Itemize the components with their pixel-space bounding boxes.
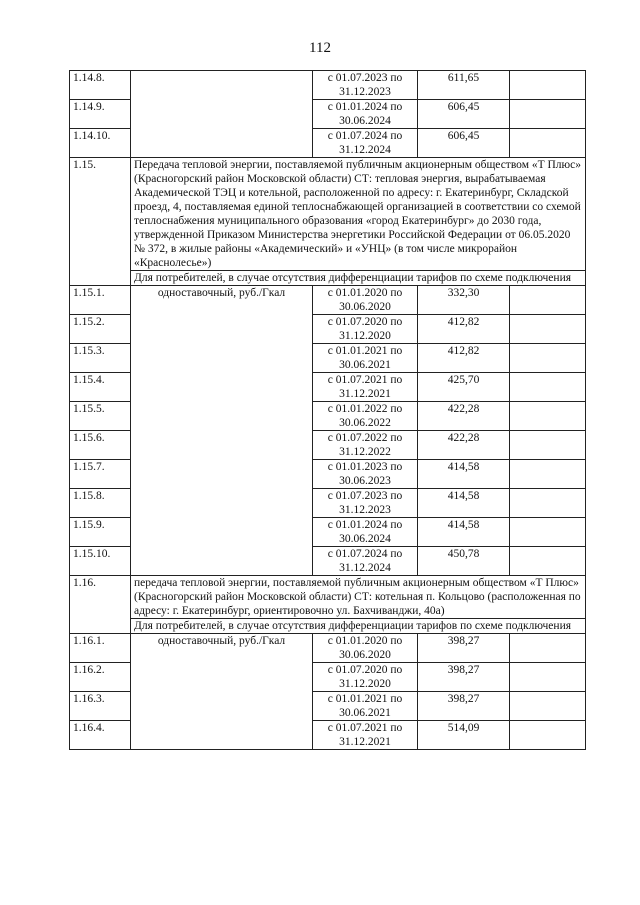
tariff-value: 412,82 xyxy=(418,315,510,344)
period-from: с 01.01.2020 по xyxy=(327,635,403,647)
period-to: 30.06.2021 xyxy=(339,707,391,719)
empty-cell xyxy=(510,721,586,750)
period-from: с 01.01.2022 по xyxy=(327,403,403,415)
period-cell xyxy=(313,129,418,158)
period-from: с 01.01.2024 по xyxy=(327,519,403,531)
section-number: 1.15. xyxy=(70,158,131,286)
period-to: 30.06.2020 xyxy=(339,301,391,313)
period-from: с 01.07.2023 по xyxy=(327,72,403,84)
empty-cell xyxy=(510,547,586,576)
empty-cell xyxy=(510,100,586,129)
row-number: 1.16.1. xyxy=(70,634,131,663)
row-number: 1.15.5. xyxy=(70,402,131,431)
empty-cell xyxy=(510,315,586,344)
period-cell xyxy=(313,518,418,547)
sub-header: Для потребителей, в случае отсутствия дифференциации тарифов по схеме подключения xyxy=(131,619,586,634)
period-cell xyxy=(313,402,418,431)
tariff-value: 398,27 xyxy=(418,634,510,663)
table-row xyxy=(70,71,586,100)
period-cell xyxy=(313,634,418,663)
empty-cell xyxy=(510,518,586,547)
period-cell xyxy=(313,71,418,100)
tariff-value: 606,45 xyxy=(418,129,510,158)
period-to: 30.06.2021 xyxy=(339,359,391,371)
period-cell xyxy=(313,373,418,402)
period-to: 31.12.2024 xyxy=(339,562,391,574)
row-number: 1.15.1. xyxy=(70,286,131,315)
section-description: передача тепловой энергии, поставляемой публичным акционерным обществом «Т Плюс» (Красногорский район Московской области) СТ: котельная п. Кольцово (расположенная по адресу: г. Екатеринбург, ориентировочно ул. Бахчиванджи, 40а) xyxy=(131,576,586,619)
period-cell xyxy=(313,431,418,460)
row-number: 1.15.8. xyxy=(70,489,131,518)
empty-cell xyxy=(510,71,586,100)
empty-cell xyxy=(510,373,586,402)
section-header-row xyxy=(70,158,586,271)
period-from: с 01.01.2023 по xyxy=(327,461,403,473)
section-number: 1.16. xyxy=(70,576,131,634)
row-number: 1.15.7. xyxy=(70,460,131,489)
period-from: с 01.07.2021 по xyxy=(327,374,403,386)
period-to: 31.12.2023 xyxy=(339,504,391,516)
tariff-value: 422,28 xyxy=(418,402,510,431)
tariff-value: 514,09 xyxy=(418,721,510,750)
period-to: 31.12.2024 xyxy=(339,144,391,156)
period-cell xyxy=(313,344,418,373)
period-to: 30.06.2024 xyxy=(339,115,391,127)
tariff-value: 412,82 xyxy=(418,344,510,373)
tariff-value: 606,45 xyxy=(418,100,510,129)
row-number: 1.14.8. xyxy=(70,71,131,100)
tariff-value: 425,70 xyxy=(418,373,510,402)
period-to: 30.06.2020 xyxy=(339,649,391,661)
empty-cell xyxy=(510,286,586,315)
period-to: 30.06.2024 xyxy=(339,533,391,545)
row-number: 1.15.3. xyxy=(70,344,131,373)
period-cell xyxy=(313,721,418,750)
page-number: 112 xyxy=(309,40,331,56)
period-from: с 01.07.2020 по xyxy=(327,316,403,328)
period-from: с 01.01.2020 по xyxy=(327,287,403,299)
empty-cell xyxy=(510,402,586,431)
period-cell xyxy=(313,460,418,489)
tariff-table xyxy=(69,70,586,750)
period-cell xyxy=(313,315,418,344)
period-from: с 01.01.2024 по xyxy=(327,101,403,113)
period-from: с 01.07.2024 по xyxy=(327,548,403,560)
period-to: 30.06.2023 xyxy=(339,475,391,487)
unit-cell-empty xyxy=(131,71,313,158)
period-to: 31.12.2021 xyxy=(339,736,391,748)
period-to: 31.12.2020 xyxy=(339,678,391,690)
sub-header-row xyxy=(70,271,586,286)
period-to: 30.06.2022 xyxy=(339,417,391,429)
row-number: 1.16.3. xyxy=(70,692,131,721)
period-cell xyxy=(313,547,418,576)
row-number: 1.14.9. xyxy=(70,100,131,129)
period-cell xyxy=(313,692,418,721)
tariff-value: 414,58 xyxy=(418,518,510,547)
empty-cell xyxy=(510,460,586,489)
tariff-value: 398,27 xyxy=(418,692,510,721)
period-cell xyxy=(313,489,418,518)
tariff-value: 422,28 xyxy=(418,431,510,460)
tariff-value: 398,27 xyxy=(418,663,510,692)
period-from: с 01.07.2020 по xyxy=(327,664,403,676)
sub-header-row xyxy=(70,619,586,634)
empty-cell xyxy=(510,692,586,721)
empty-cell xyxy=(510,129,586,158)
row-number: 1.15.4. xyxy=(70,373,131,402)
tariff-value: 414,58 xyxy=(418,460,510,489)
tariff-value: 611,65 xyxy=(418,71,510,100)
table-row xyxy=(70,286,586,315)
period-from: с 01.01.2021 по xyxy=(327,345,403,357)
period-from: с 01.07.2024 по xyxy=(327,130,403,142)
row-number: 1.16.4. xyxy=(70,721,131,750)
row-number: 1.15.9. xyxy=(70,518,131,547)
period-to: 31.12.2021 xyxy=(339,388,391,400)
row-number: 1.15.2. xyxy=(70,315,131,344)
tariff-value: 450,78 xyxy=(418,547,510,576)
period-from: с 01.07.2022 по xyxy=(327,432,403,444)
period-to: 31.12.2023 xyxy=(339,86,391,98)
period-to: 31.12.2022 xyxy=(339,446,391,458)
row-number: 1.15.10. xyxy=(70,547,131,576)
sub-header: Для потребителей, в случае отсутствия дифференциации тарифов по схеме подключения xyxy=(131,271,586,286)
row-number: 1.14.10. xyxy=(70,129,131,158)
section-header-row xyxy=(70,576,586,619)
unit-label: одноставочный, руб./Гкал xyxy=(131,286,313,576)
row-number: 1.15.6. xyxy=(70,431,131,460)
period-from: с 01.07.2023 по xyxy=(327,490,403,502)
section-description: Передача тепловой энергии, поставляемой публичным акционерным обществом «Т Плюс» (Красногорский район Московской области) СТ: тепловая энергия, вырабатываемая Академической ТЭЦ и котельной, расположенной по адресу: г. Екатеринбург, Складской проезд, 4, поставляемая единой теплоснабжающей организацией в соответствии со схемой теплоснабжения муниципального образования «город Екатеринбург» до 2030 года, утвержденной Приказом Министерства энергетики Российской Федерации от 06.05.2020 № 372, в жилые районы «Академический» и «УНЦ» (в том числе микрорайон «Краснолесье») xyxy=(131,158,586,271)
empty-cell xyxy=(510,663,586,692)
period-from: с 01.01.2021 по xyxy=(327,693,403,705)
period-cell xyxy=(313,100,418,129)
empty-cell xyxy=(510,344,586,373)
table-row xyxy=(70,634,586,663)
period-from: с 01.07.2021 по xyxy=(327,722,403,734)
period-to: 31.12.2020 xyxy=(339,330,391,342)
empty-cell xyxy=(510,489,586,518)
empty-cell xyxy=(510,431,586,460)
period-cell xyxy=(313,663,418,692)
period-cell xyxy=(313,286,418,315)
row-number: 1.16.2. xyxy=(70,663,131,692)
tariff-value: 332,30 xyxy=(418,286,510,315)
tariff-value: 414,58 xyxy=(418,489,510,518)
empty-cell xyxy=(510,634,586,663)
unit-label: одноставочный, руб./Гкал xyxy=(131,634,313,750)
